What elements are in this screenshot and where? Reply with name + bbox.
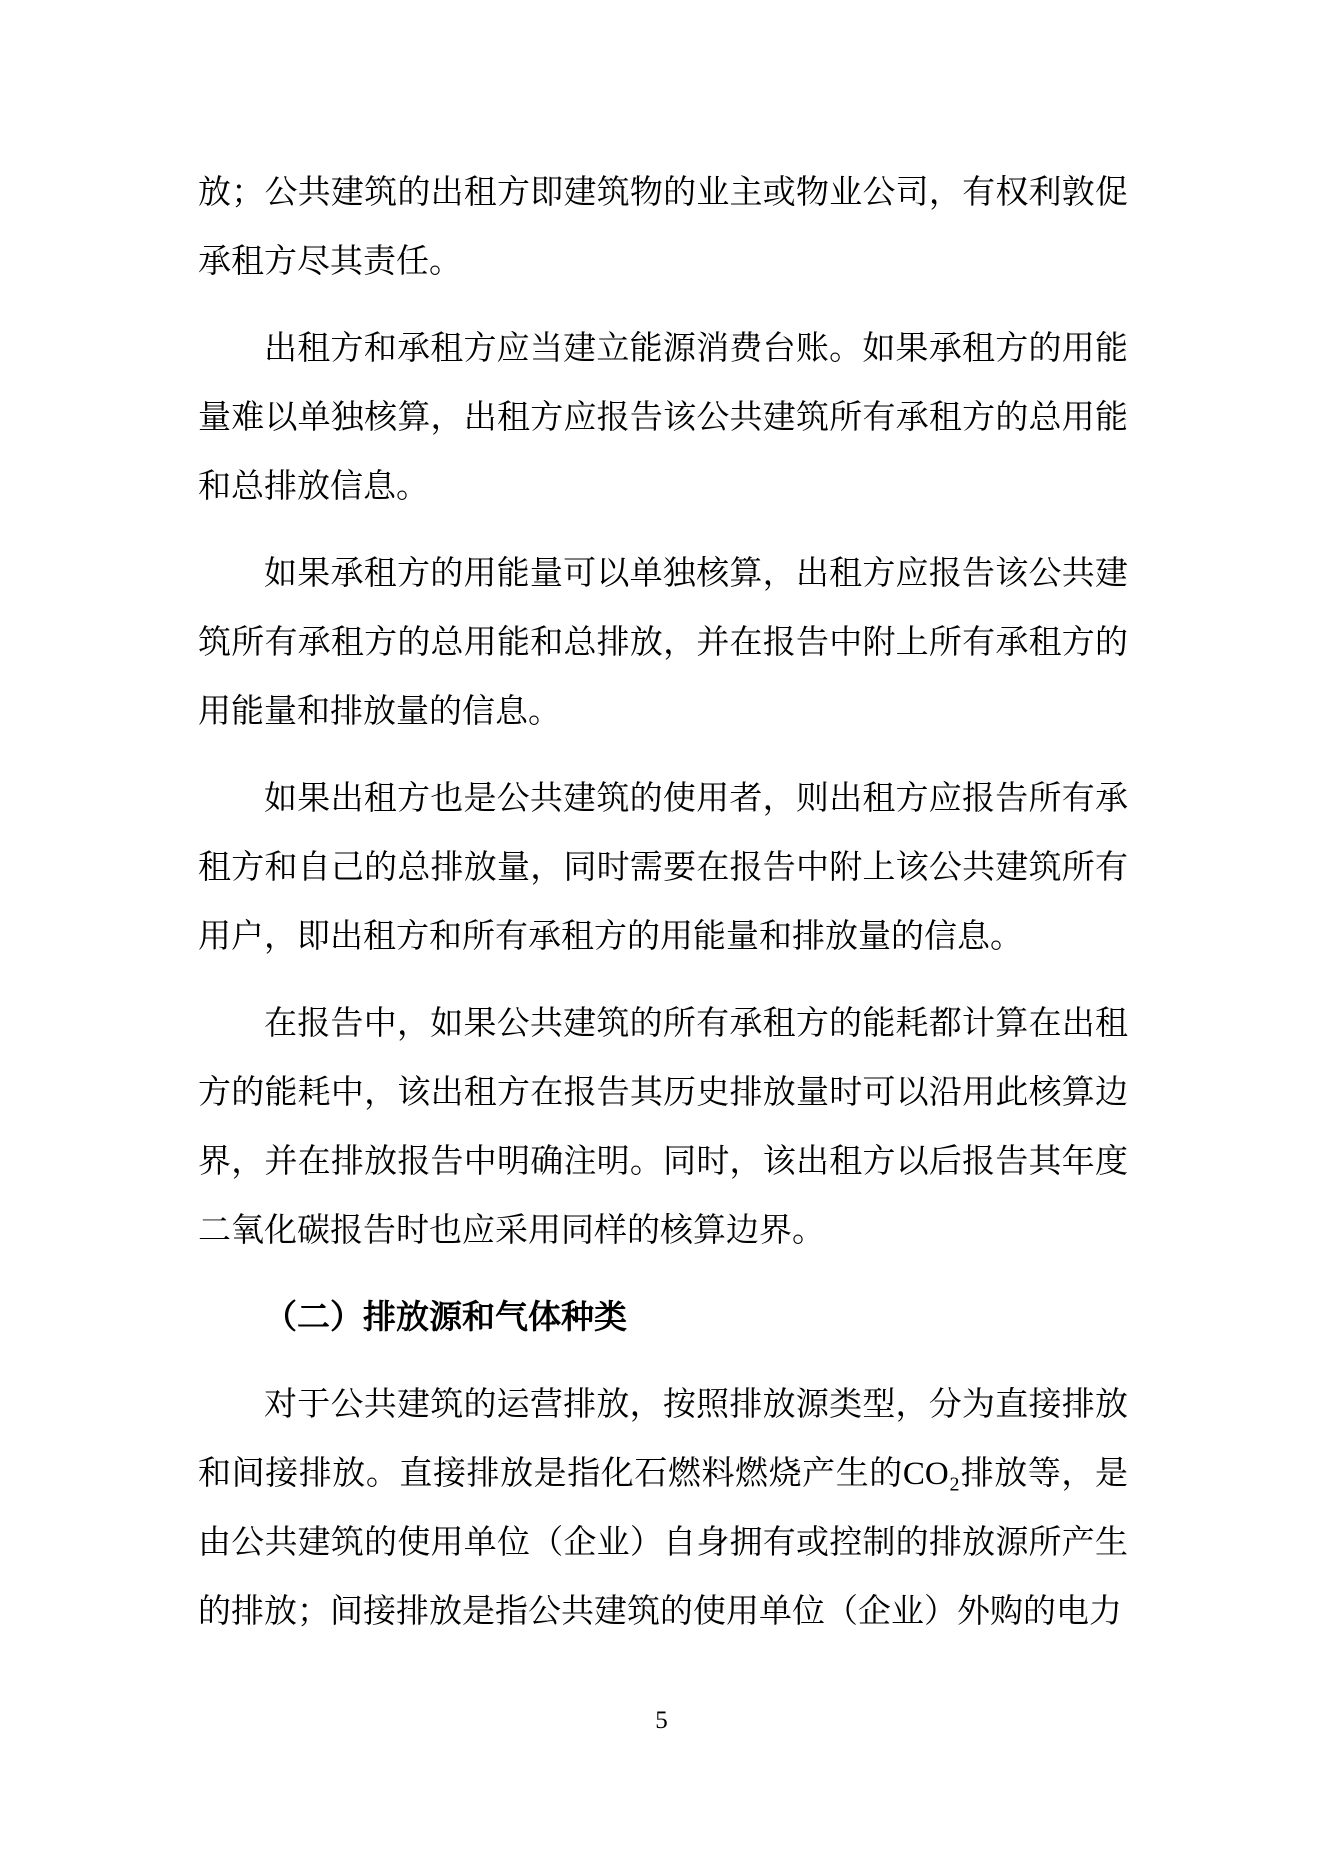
page-number: 5 <box>655 1707 668 1734</box>
text-line: 和总排放信息。 <box>198 469 429 505</box>
text-line: 二氧化碳报告时也应采用同样的核算边界。 <box>198 1213 825 1249</box>
paragraph <box>198 990 1128 1266</box>
paragraph <box>198 540 1128 747</box>
paragraph <box>198 159 1128 297</box>
paragraph <box>198 765 1128 972</box>
text-line: 和间接排放。直接排放是指化石燃料燃烧产生的CO₂排放等，是 <box>198 1456 1128 1492</box>
text-line: 的排放；间接排放是指公共建筑的使用单位（企业）外购的电力 <box>198 1594 1122 1630</box>
text-line: 在报告中，如果公共建筑的所有承租方的能耗都计算在出租 <box>264 1006 1128 1042</box>
text-line: 方的能耗中，该出租方在报告其历史排放量时可以沿用此核算边 <box>198 1075 1128 1111</box>
text-line: 承租方尽其责任。 <box>198 244 462 280</box>
text-line: 放；公共建筑的出租方即建筑物的业主或物业公司，有权利敦促 <box>198 175 1128 211</box>
text-line: 用户，即出租方和所有承租方的用能量和排放量的信息。 <box>198 919 1023 955</box>
section-heading <box>198 1284 1128 1353</box>
text-line: 界，并在排放报告中明确注明。同时，该出租方以后报告其年度 <box>198 1144 1128 1180</box>
text-line: 量难以单独核算，出租方应报告该公共建筑所有承租方的总用能 <box>198 400 1128 436</box>
heading-line: （二）排放源和气体种类 <box>264 1300 627 1336</box>
paragraph <box>198 315 1128 522</box>
text-line: 租方和自己的总排放量，同时需要在报告中附上该公共建筑所有 <box>198 850 1128 886</box>
text-line: 如果承租方的用能量可以单独核算，出租方应报告该公共建 <box>264 556 1128 592</box>
text-line: 由公共建筑的使用单位（企业）自身拥有或控制的排放源所产生 <box>198 1525 1128 1561</box>
text-line: 出租方和承租方应当建立能源消费台账。如果承租方的用能 <box>264 331 1128 367</box>
paragraph <box>198 1371 1128 1647</box>
text-line: 用能量和排放量的信息。 <box>198 694 561 730</box>
text-line: 如果出租方也是公共建筑的使用者，则出租方应报告所有承 <box>264 781 1128 817</box>
text-line: 筑所有承租方的总用能和总排放，并在报告中附上所有承租方的 <box>198 625 1128 661</box>
page-body <box>198 159 1128 1647</box>
text-line: 对于公共建筑的运营排放，按照排放源类型，分为直接排放 <box>264 1387 1128 1423</box>
